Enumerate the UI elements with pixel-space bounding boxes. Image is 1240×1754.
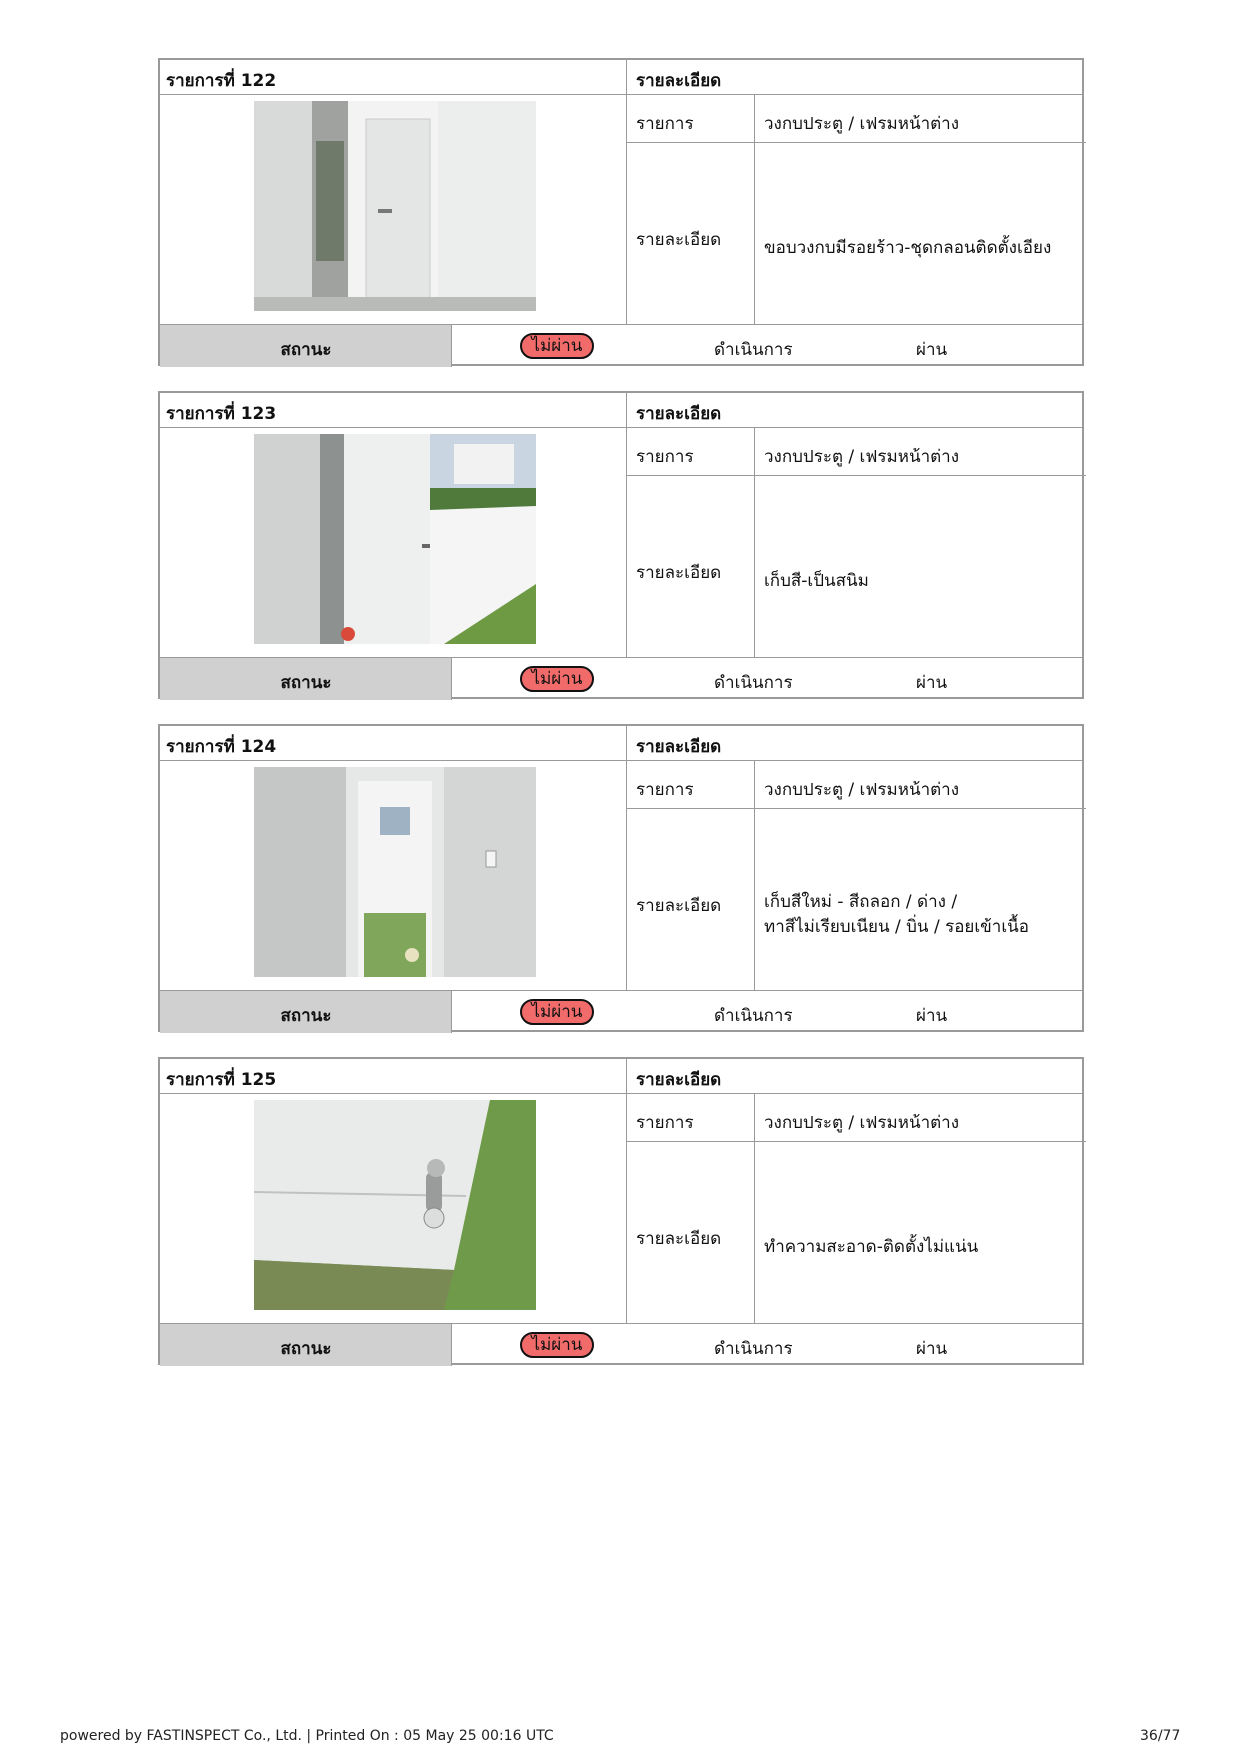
status-bar: [160, 324, 1082, 367]
status-pass: ผ่าน: [916, 340, 948, 360]
item-title: รายการที่ 124: [166, 737, 277, 757]
item-label: รายการ: [636, 447, 694, 467]
status-fail-badge: ไม่ผ่าน: [520, 666, 594, 692]
detail-label: รายละเอียด: [636, 896, 722, 916]
detail-header: รายละเอียด: [636, 404, 722, 424]
detail-line: ทาสีไม่เรียบเนียน / บิ่น / รอยเข้าเนื้อ: [764, 917, 1029, 937]
detail-value: [764, 1235, 1084, 1260]
detail-label: รายละเอียด: [636, 1229, 722, 1249]
status-fail-badge: ไม่ผ่าน: [520, 1332, 594, 1358]
item-title: รายการที่ 125: [166, 1070, 277, 1090]
detail-header: รายละเอียด: [636, 71, 722, 91]
detail-label: รายละเอียด: [636, 230, 722, 250]
status-pass: ผ่าน: [916, 1339, 948, 1359]
status-fail-badge: ไม่ผ่าน: [520, 999, 594, 1025]
detail-line: ขอบวงกบมีรอยร้าว-ชุดกลอนติดตั้งเอียง: [764, 238, 1052, 258]
footer-powered-by: powered by FASTINSPECT Co., Ltd. | Printed On : 05 May 25 00:16 UTC: [60, 1728, 554, 1744]
card-header-row: [160, 60, 1082, 95]
inspection-card-122: [158, 58, 1084, 366]
inspection-photo: [254, 434, 536, 644]
item-value: วงกบประตู / เฟรมหน้าต่าง: [764, 114, 960, 134]
detail-header: รายละเอียด: [636, 737, 722, 757]
status-bar: [160, 657, 1082, 700]
detail-value: [764, 569, 1084, 594]
detail-line: เก็บสี-เป็นสนิม: [764, 571, 869, 591]
item-value: วงกบประตู / เฟรมหน้าต่าง: [764, 1113, 960, 1133]
status-pass: ผ่าน: [916, 673, 948, 693]
inspection-card-123: [158, 391, 1084, 699]
status-label: สถานะ: [280, 1006, 332, 1026]
status-in-progress: ดำเนินการ: [714, 1339, 793, 1359]
item-label: รายการ: [636, 114, 694, 134]
detail-label: รายละเอียด: [636, 563, 722, 583]
inspection-photo: [254, 101, 536, 311]
inspection-photo: [254, 1100, 536, 1310]
status-pass: ผ่าน: [916, 1006, 948, 1026]
status-label: สถานะ: [280, 340, 332, 360]
detail-value: [764, 890, 1084, 940]
card-header-row: [160, 393, 1082, 428]
item-label: รายการ: [636, 1113, 694, 1133]
item-title: รายการที่ 122: [166, 71, 277, 91]
status-label: สถานะ: [280, 1339, 332, 1359]
inspection-photo: [254, 767, 536, 977]
card-header-row: [160, 1059, 1082, 1094]
card-header-row: [160, 726, 1082, 761]
status-in-progress: ดำเนินการ: [714, 673, 793, 693]
status-label: สถานะ: [280, 673, 332, 693]
detail-header: รายละเอียด: [636, 1070, 722, 1090]
status-in-progress: ดำเนินการ: [714, 1006, 793, 1026]
status-bar: [160, 990, 1082, 1033]
detail-value: [764, 236, 1084, 261]
status-in-progress: ดำเนินการ: [714, 340, 793, 360]
detail-line: ทำความสะอาด-ติดตั้งไม่แน่น: [764, 1237, 979, 1257]
inspection-card-125: [158, 1057, 1084, 1365]
item-title: รายการที่ 123: [166, 404, 277, 424]
status-fail-badge: ไม่ผ่าน: [520, 333, 594, 359]
inspection-card-124: [158, 724, 1084, 1032]
item-label: รายการ: [636, 780, 694, 800]
detail-line: เก็บสีใหม่ - สีถลอก / ด่าง /: [764, 892, 958, 912]
item-value: วงกบประตู / เฟรมหน้าต่าง: [764, 780, 960, 800]
item-value: วงกบประตู / เฟรมหน้าต่าง: [764, 447, 960, 467]
status-bar: [160, 1323, 1082, 1366]
footer-page-number: 36/77: [1140, 1728, 1181, 1744]
